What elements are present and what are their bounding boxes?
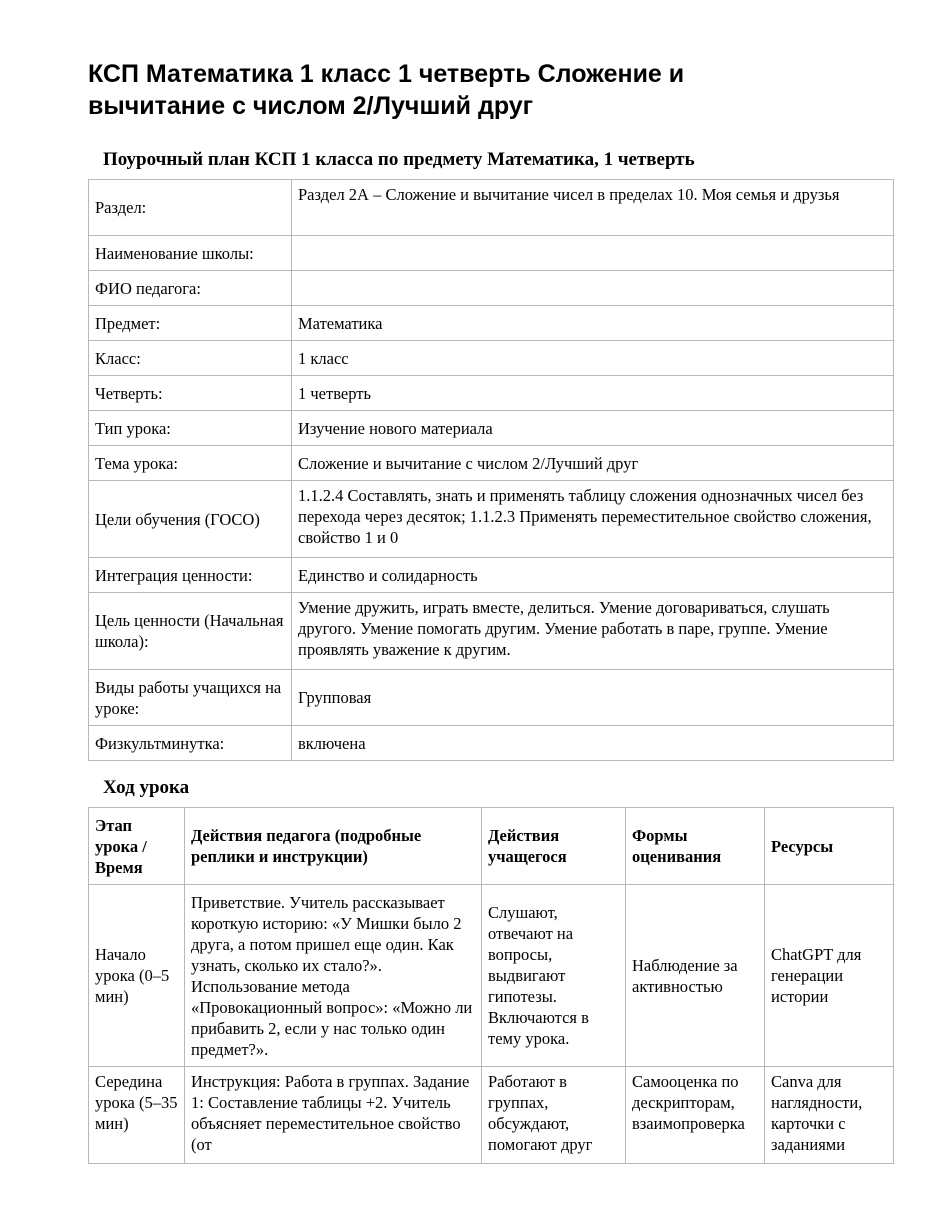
lesson-flow-row-start — [89, 885, 894, 1067]
plan-label: Предмет: — [89, 306, 292, 341]
plan-label: Интеграция ценности: — [89, 558, 292, 593]
plan-label: Виды работы учащихся на уроке: — [89, 670, 292, 726]
document-title: КСП Математика 1 класс 1 четверть Сложение и вычитание с числом 2/Лучший друг — [88, 60, 685, 120]
plan-value: Умение дружить, играть вместе, делиться. Умение договариваться, слушать другого. Умение помогать другим. Умение работать в паре, группе. Умение проявлять уважение к другим. — [292, 593, 894, 670]
lesson-flow-header-row — [89, 808, 894, 885]
plan-row-value-goal — [89, 593, 894, 670]
plan-row-subject — [89, 306, 894, 341]
plan-row-physical-break — [89, 726, 894, 761]
plan-value: Раздел 2А – Сложение и вычитание чисел в пределах 10. Моя семья и друзья — [292, 180, 894, 236]
plan-value: Математика — [292, 306, 894, 341]
plan-label: Четверть: — [89, 376, 292, 411]
column-header: Действия учащегося — [482, 808, 626, 885]
assessment-cell: Самооценка по дескрипторам, взаимопроверка — [626, 1067, 765, 1164]
teacher-actions-cell: Инструкция: Работа в группах. Задание 1: Составление таблицы +2. Учитель объясняет переместительное свойство (от — [185, 1067, 482, 1164]
plan-value: включена — [292, 726, 894, 761]
plan-value: 1.1.2.4 Составлять, знать и применять таблицу сложения однозначных чисел без перехода через десяток; 1.1.2.3 Применять переместительное свойство сложения, свойство 1 и 0 — [292, 481, 894, 558]
plan-value — [292, 271, 894, 306]
plan-row-quarter — [89, 376, 894, 411]
plan-row-school — [89, 236, 894, 271]
plan-value — [292, 236, 894, 271]
plan-row-class — [89, 341, 894, 376]
column-header: Этап урока / Время — [89, 808, 185, 885]
column-header: Ресурсы — [765, 808, 894, 885]
plan-label: Наименование школы: — [89, 236, 292, 271]
plan-label: Тип урока: — [89, 411, 292, 446]
plan-value: Сложение и вычитание с числом 2/Лучший друг — [292, 446, 894, 481]
plan-row-teacher — [89, 271, 894, 306]
plan-row-value-integration — [89, 558, 894, 593]
stage-cell: Начало урока (0–5 мин) — [89, 885, 185, 1067]
plan-value: Изучение нового материала — [292, 411, 894, 446]
plan-row-topic — [89, 446, 894, 481]
resources-cell: ChatGPT для генерации истории — [765, 885, 894, 1067]
lesson-flow-heading: Ход урока — [103, 777, 190, 798]
assessment-cell: Наблюдение за активностью — [626, 885, 765, 1067]
stage-cell: Середина урока (5–35 мин) — [89, 1067, 185, 1164]
plan-label: Цель ценности (Начальная школа): — [89, 593, 292, 670]
plan-row-work-types — [89, 670, 894, 726]
plan-label: Цели обучения (ГОСО) — [89, 481, 292, 558]
plan-value: Единство и солидарность — [292, 558, 894, 593]
plan-heading: Поурочный план КСП 1 класса по предмету Математика, 1 четверть — [103, 149, 695, 170]
lesson-flow-row-middle — [89, 1067, 894, 1164]
plan-label: Класс: — [89, 341, 292, 376]
student-actions-cell: Слушают, отвечают на вопросы, выдвигают гипотезы. Включаются в тему урока. — [482, 885, 626, 1067]
plan-row-learning-goals — [89, 481, 894, 558]
plan-row-section — [89, 180, 894, 236]
teacher-actions-cell: Приветствие. Учитель рассказывает короткую историю: «У Мишки было 2 друга, а потом пришел еще один. Как узнать, сколько их стало?». Использование метода «Провокационный вопрос»: «Можно ли прибавить 2, если у нас только один предмет?». — [185, 885, 482, 1067]
plan-label: Тема урока: — [89, 446, 292, 481]
lesson-flow-table — [88, 807, 894, 1164]
lesson-plan-table — [88, 179, 894, 761]
plan-value: Групповая — [292, 670, 894, 726]
plan-label: ФИО педагога: — [89, 271, 292, 306]
plan-label: Раздел: — [89, 180, 292, 236]
plan-value: 1 четверть — [292, 376, 894, 411]
plan-row-lesson-type — [89, 411, 894, 446]
plan-label: Физкультминутка: — [89, 726, 292, 761]
column-header: Формы оценивания — [626, 808, 765, 885]
plan-value: 1 класс — [292, 341, 894, 376]
column-header: Действия педагога (подробные реплики и инструкции) — [185, 808, 482, 885]
student-actions-cell: Работают в группах, обсуждают, помогают друг — [482, 1067, 626, 1164]
resources-cell: Canva для наглядности, карточки с заданиями — [765, 1067, 894, 1164]
